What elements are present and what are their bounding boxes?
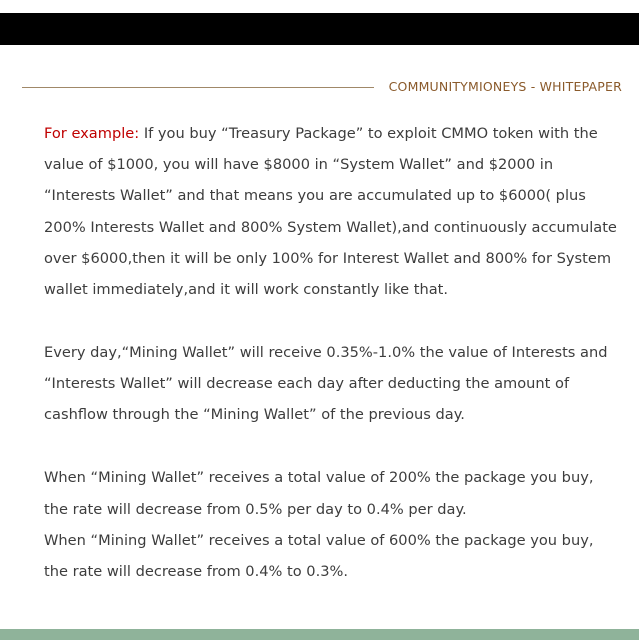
- header-rule: [22, 87, 374, 88]
- document-body: [44, 118, 619, 587]
- example-text: If you buy “Treasury Package” to exploit CMMO token with the value of $1000, you will have $8000 in “System Wallet” and $2000 in “Interests Wallet” and that means you are accumulated up to $6000( plus 200% Interests Wallet and 800% System Wallet),and continuously accumulate over $6000,then it will be only 100% for Interest Wallet and 800% for System wallet immediately,and it will work constantly like that.: [44, 125, 617, 299]
- mining-wallet-paragraph: Every day,“Mining Wallet” will receive 0.35%-1.0% the value of Interests and “Interests Wallet” will decrease each day after deducting the amount of cashflow through the “Mining Wallet” of the previous day.: [44, 344, 608, 424]
- bottom-green-bar: [0, 629, 639, 640]
- example-label: For example:: [44, 125, 140, 142]
- top-black-bar: [0, 0, 639, 45]
- rate-paragraph-600: When “Mining Wallet” receives a total value of 600% the package you buy, the rate will decrease from 0.4% to 0.3%.: [44, 531, 594, 581]
- rate-paragraph-200: When “Mining Wallet” receives a total value of 200% the package you buy, the rate will decrease from 0.5% per day to 0.4% per day.: [44, 469, 594, 518]
- top-white-strip: [0, 0, 639, 13]
- document-header-title: COMMUNITYMIONEYS - WHITEPAPER: [388, 79, 622, 94]
- example-paragraph: [44, 118, 619, 305]
